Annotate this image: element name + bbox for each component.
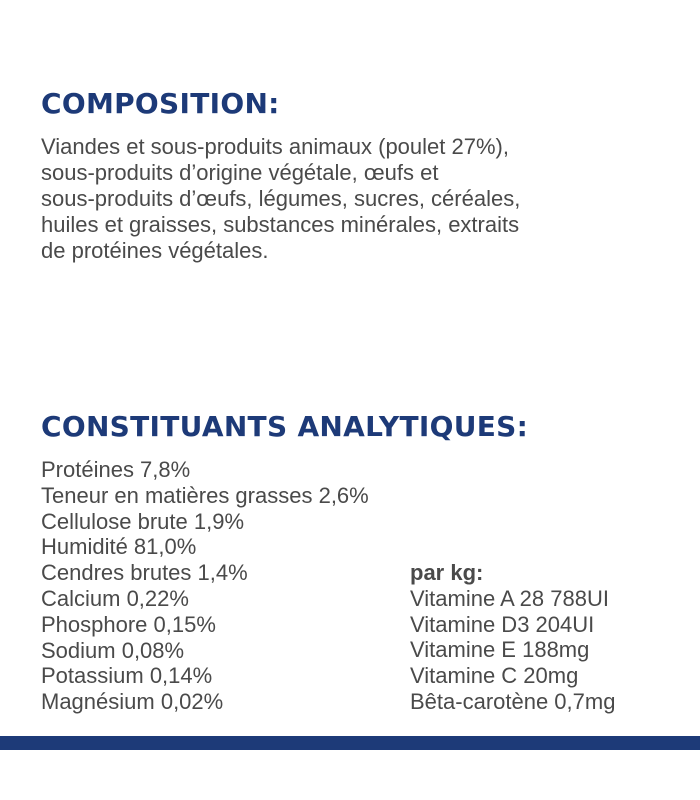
constituent-item: Cellulose brute 1,9% bbox=[41, 508, 245, 534]
constituants-heading: CONSTITUANTS ANALYTIQUES: bbox=[41, 410, 529, 443]
vitamin-item: Vitamine C 20mg bbox=[410, 663, 579, 689]
constituent-item: Calcium 0,22% bbox=[41, 585, 189, 611]
vitamin-item: Vitamine D3 204UI bbox=[410, 611, 595, 637]
constituent-item: Potassium 0,14% bbox=[41, 663, 213, 689]
composition-heading: COMPOSITION: bbox=[41, 87, 280, 120]
constituent-item: Sodium 0,08% bbox=[41, 637, 185, 663]
analytical-constituents-list bbox=[41, 457, 369, 715]
constituent-item: Teneur en matières grasses 2,6% bbox=[41, 482, 369, 508]
per-kg-heading: par kg: bbox=[410, 560, 484, 585]
composition-line: sous-produits d’origine végétale, œufs et bbox=[41, 160, 439, 185]
composition-line: Viandes et sous-produits animaux (poulet 27%), bbox=[41, 134, 509, 159]
constituent-item: Humidité 81,0% bbox=[41, 534, 197, 560]
vitamin-item: Bêta-carotène 0,7mg bbox=[410, 688, 616, 714]
composition-line: de protéines végétales. bbox=[41, 238, 269, 263]
vitamins-per-kg-list bbox=[410, 560, 615, 715]
composition-text bbox=[41, 134, 681, 264]
vitamin-item: Vitamine E 188mg bbox=[410, 637, 590, 663]
composition-line: huiles et graisses, substances minérales, extraits bbox=[41, 212, 520, 237]
constituent-item: Magnésium 0,02% bbox=[41, 689, 224, 715]
constituent-item: Protéines 7,8% bbox=[41, 457, 191, 482]
composition-line: sous-produits d’œufs, légumes, sucres, céréales, bbox=[41, 186, 521, 211]
constituent-item: Phosphore 0,15% bbox=[41, 611, 216, 637]
footer-bar bbox=[0, 736, 700, 750]
vitamin-item: Vitamine A 28 788UI bbox=[410, 585, 609, 611]
constituent-item: Cendres brutes 1,4% bbox=[41, 560, 248, 586]
